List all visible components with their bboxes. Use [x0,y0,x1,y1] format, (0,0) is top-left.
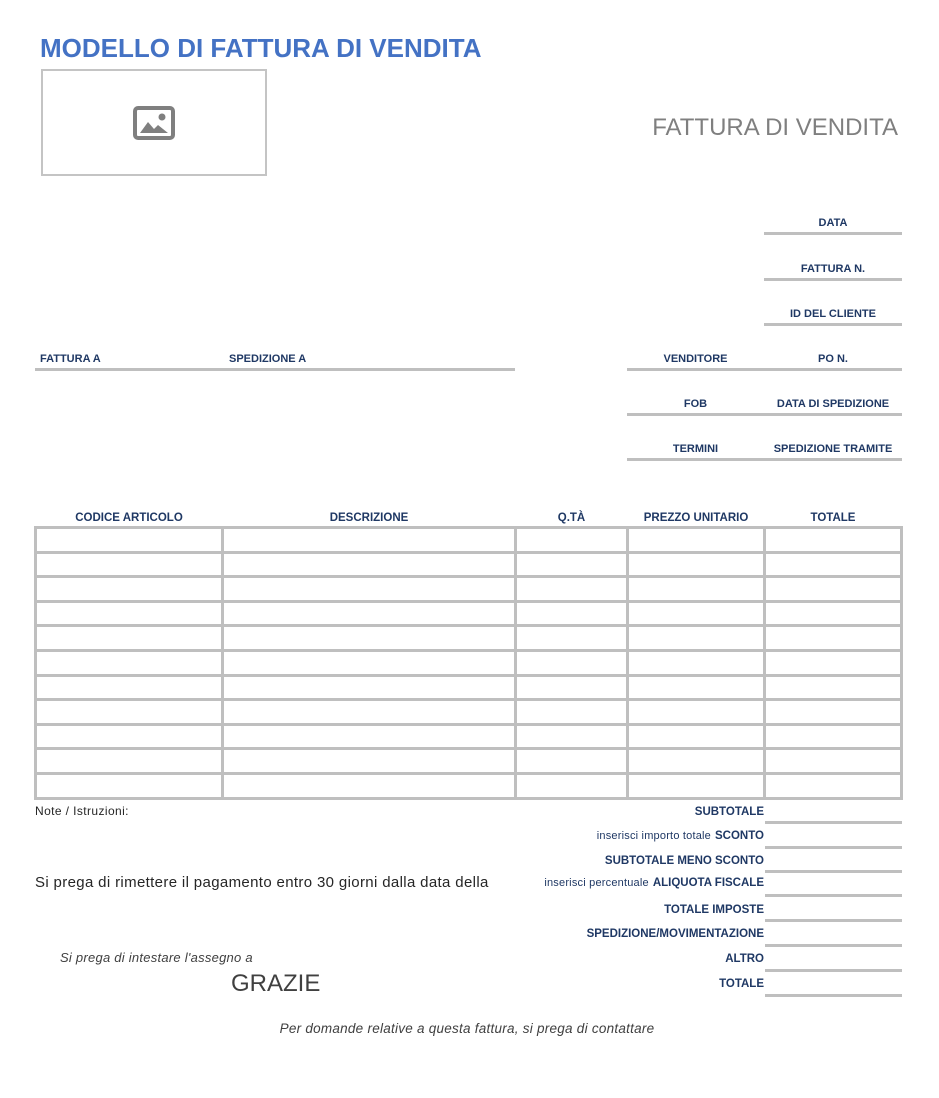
table-cell-description[interactable] [224,701,514,723]
salesperson-po-row[interactable] [627,352,902,371]
table-cell-total[interactable] [766,578,900,600]
table-cell-qty[interactable] [517,726,626,748]
table-cell-code[interactable] [37,750,221,772]
table-cell-unit-price[interactable] [629,578,763,600]
table-cell-qty[interactable] [517,603,626,625]
table-cell-code[interactable] [37,554,221,576]
column-header-unit-price: PREZZO UNITARIO [643,512,749,524]
bill-to-label: FATTURA A [40,353,101,365]
table-cell-code[interactable] [37,701,221,723]
page-title: MODELLO DI FATTURA DI VENDITA [40,33,482,63]
notes-label: Note / Istruzioni: [35,804,129,818]
table-cell-unit-price[interactable] [629,603,763,625]
table-cell-code[interactable] [37,775,221,797]
table-cell-description[interactable] [224,627,514,649]
check-payable-text: Si prega di intestare l'assegno a [60,950,253,965]
table-cell-unit-price[interactable] [629,529,763,551]
payment-terms-text: Si prega di rimettere il pagamento entro 30 giorni dalla data della [35,874,489,891]
other-label [725,952,764,966]
total-tax-label [664,903,764,917]
thanks-text: GRAZIE [231,970,321,997]
table-cell-description[interactable] [224,775,514,797]
table-cell-code[interactable] [37,677,221,699]
table-cell-qty[interactable] [517,652,626,674]
logo-placeholder[interactable] [41,69,267,176]
subtotal-value[interactable] [765,802,902,824]
total-tax-label-text: TOTALE IMPOSTE [664,904,764,916]
customer-id-label: ID DEL CLIENTE [790,308,876,320]
table-cell-total[interactable] [766,554,900,576]
tax-rate-label-text: ALIQUOTA FISCALE [652,877,764,889]
table-cell-total[interactable] [766,529,900,551]
table-cell-total[interactable] [766,775,900,797]
discount-label [597,829,764,843]
ship-to-label: SPEDIZIONE A [229,353,307,365]
table-cell-code[interactable] [37,652,221,674]
table-cell-code[interactable] [37,603,221,625]
table-cell-qty[interactable] [517,529,626,551]
tax-rate-hint: inserisci percentuale [544,877,649,889]
date-label: DATA [818,217,848,229]
address-header-row[interactable] [35,352,515,371]
fob-ship-date-row[interactable] [627,397,902,416]
table-cell-description[interactable] [224,603,514,625]
shipping-handling-label [587,927,764,941]
table-cell-unit-price[interactable] [629,652,763,674]
column-header-quantity: Q.TÀ [557,512,586,524]
table-cell-qty[interactable] [517,627,626,649]
tax-rate-label [544,876,764,890]
customer-id-field[interactable] [764,307,902,326]
table-cell-unit-price[interactable] [629,627,763,649]
table-cell-total[interactable] [766,652,900,674]
table-cell-total[interactable] [766,701,900,723]
table-cell-description[interactable] [224,529,514,551]
other-value[interactable] [765,950,902,972]
invoice-number-field[interactable] [764,262,902,281]
table-cell-qty[interactable] [517,775,626,797]
po-number-label: PO N. [818,353,848,365]
table-cell-description[interactable] [224,726,514,748]
terms-ship-via-row[interactable] [627,442,902,461]
table-cell-description[interactable] [224,677,514,699]
terms-label: TERMINI [672,443,719,455]
tax-rate-value[interactable] [765,875,902,897]
table-cell-total[interactable] [766,603,900,625]
grand-total-value[interactable] [765,975,902,997]
table-cell-unit-price[interactable] [629,701,763,723]
invoice-number-label: FATTURA N. [800,263,866,275]
subtotal-label [695,805,764,819]
grand-total-label-text: TOTALE [719,978,764,990]
table-cell-total[interactable] [766,677,900,699]
table-cell-qty[interactable] [517,677,626,699]
subtotal-label-text: SUBTOTALE [694,806,764,818]
table-cell-qty[interactable] [517,578,626,600]
other-label-text: ALTRO [725,953,764,965]
table-cell-code[interactable] [37,529,221,551]
table-cell-description[interactable] [224,652,514,674]
table-cell-code[interactable] [37,627,221,649]
table-cell-unit-price[interactable] [629,775,763,797]
table-cell-code[interactable] [37,726,221,748]
subtotal-less-discount-label-text: SUBTOTALE MENO SCONTO [604,855,764,867]
table-cell-qty[interactable] [517,701,626,723]
total-tax-value[interactable] [765,900,902,922]
column-header-description: DESCRIZIONE [329,512,409,524]
table-cell-qty[interactable] [517,750,626,772]
column-header-total: TOTALE [810,512,856,524]
items-table-header [34,511,903,525]
table-cell-description[interactable] [224,578,514,600]
table-cell-total[interactable] [766,627,900,649]
contact-text: Per domande relative a questa fattura, si prega di contattare [279,1021,655,1036]
ship-via-label: SPEDIZIONE TRAMITE [773,443,893,455]
table-cell-description[interactable] [224,554,514,576]
salesperson-label: VENDITORE [663,353,728,365]
column-header-item-code: CODICE ARTICOLO [75,512,183,524]
table-cell-unit-price[interactable] [629,750,763,772]
discount-label-text: SCONTO [715,830,764,842]
ship-date-label: DATA DI SPEDIZIONE [776,398,890,410]
table-cell-total[interactable] [766,750,900,772]
shipping-handling-label-text: SPEDIZIONE/MOVIMENTAZIONE [586,928,764,940]
image-icon [133,106,175,140]
shipping-handling-value[interactable] [765,925,902,947]
grand-total-label [719,977,764,991]
subtotal-less-discount-value[interactable] [765,851,902,873]
table-cell-code[interactable] [37,578,221,600]
table-cell-unit-price[interactable] [629,726,763,748]
table-cell-description[interactable] [224,750,514,772]
table-cell-unit-price[interactable] [629,677,763,699]
items-table [34,526,903,800]
table-cell-unit-price[interactable] [629,554,763,576]
discount-hint: inserisci importo totale [596,830,711,842]
table-cell-total[interactable] [766,726,900,748]
table-cell-qty[interactable] [517,554,626,576]
subtotal-less-discount-label [605,854,764,868]
date-field[interactable] [764,216,902,235]
discount-value[interactable] [765,827,902,849]
fob-label: FOB [683,398,708,410]
document-type-label: FATTURA DI VENDITA [652,114,898,141]
